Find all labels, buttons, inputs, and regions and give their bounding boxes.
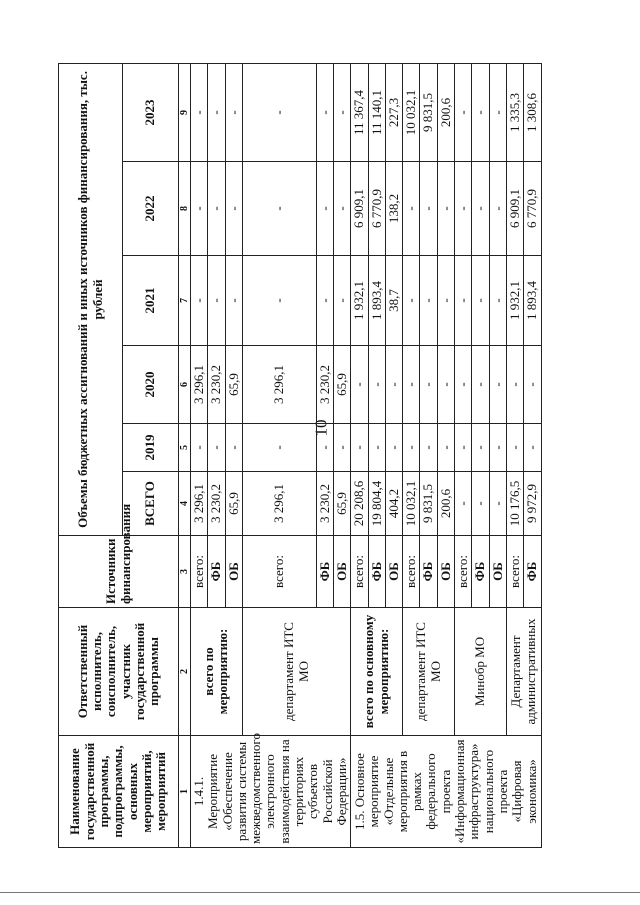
program-item-name: 1.5. Основное мероприятие «Отдельные мероприятия в рамках федерального проекта «Информационная инфраструктура» национального проекта «Цифровая экономика» bbox=[351, 736, 541, 848]
budget-value: - bbox=[455, 424, 472, 472]
budget-value: 3 296,1 bbox=[242, 346, 316, 424]
budget-value: - bbox=[437, 424, 454, 472]
executor-name: Минобр МО bbox=[455, 608, 507, 736]
header-row-1 bbox=[59, 63, 123, 847]
header-year: 2021 bbox=[123, 256, 179, 346]
header-year: 2019 bbox=[123, 424, 179, 472]
budget-value: - bbox=[403, 162, 420, 256]
budget-value: - bbox=[524, 346, 541, 424]
budget-value: - bbox=[455, 63, 472, 161]
budget-value: - bbox=[333, 162, 350, 256]
budget-value: 404,2 bbox=[385, 472, 402, 536]
budget-value: - bbox=[420, 346, 437, 424]
budget-value: 6 909,1 bbox=[351, 162, 368, 256]
funding-source: всего: bbox=[403, 536, 420, 608]
budget-value: 1 932,1 bbox=[506, 256, 523, 346]
budget-value: 65,9 bbox=[225, 472, 242, 536]
header-year: 2022 bbox=[123, 162, 179, 256]
budget-value: - bbox=[191, 63, 208, 161]
budget-value: 10 032,1 bbox=[403, 472, 420, 536]
budget-value: - bbox=[351, 424, 368, 472]
header-budget-title: Объемы бюджетных ассигнований и иных источников финансирования, тыс. рублей bbox=[59, 63, 123, 535]
funding-source: всего: bbox=[351, 536, 368, 608]
budget-value: 3 230,2 bbox=[208, 472, 225, 536]
budget-value: - bbox=[333, 63, 350, 161]
budget-value: - bbox=[368, 346, 385, 424]
budget-value: 10 176,5 bbox=[506, 472, 523, 536]
budget-value: - bbox=[403, 346, 420, 424]
funding-source: всего: bbox=[242, 536, 316, 608]
budget-value: - bbox=[225, 63, 242, 161]
funding-source: ОБ bbox=[225, 536, 242, 608]
budget-value: 200,6 bbox=[437, 63, 454, 161]
header-year-total: ВСЕГО bbox=[123, 472, 179, 536]
column-number: 1 bbox=[179, 736, 191, 848]
funding-source: ФБ bbox=[316, 536, 333, 608]
budget-value: - bbox=[489, 63, 506, 161]
budget-value: - bbox=[420, 162, 437, 256]
program-item-name: 1.4.1. Мероприятие «Обеспечение развития системы межведомственного электронного взаимодействия на территориях субъектов Российской Федерации» bbox=[191, 736, 351, 848]
budget-value: - bbox=[455, 162, 472, 256]
budget-value: 200,6 bbox=[437, 472, 454, 536]
budget-value: - bbox=[489, 162, 506, 256]
funding-source: всего: bbox=[506, 536, 523, 608]
budget-value: - bbox=[403, 256, 420, 346]
budget-value: - bbox=[191, 424, 208, 472]
budget-value: - bbox=[191, 162, 208, 256]
executor-name: департамент ИТС МО bbox=[242, 608, 350, 736]
budget-value: - bbox=[472, 256, 489, 346]
funding-source: ОБ bbox=[489, 536, 506, 608]
budget-value: - bbox=[242, 256, 316, 346]
budget-value: 65,9 bbox=[333, 346, 350, 424]
table-row bbox=[191, 63, 208, 847]
funding-source: ФБ bbox=[472, 536, 489, 608]
budget-value: 1 893,4 bbox=[368, 256, 385, 346]
budget-value: - bbox=[208, 424, 225, 472]
budget-value: - bbox=[316, 162, 333, 256]
budget-value: - bbox=[316, 63, 333, 161]
budget-value: - bbox=[524, 424, 541, 472]
budget-value: - bbox=[506, 424, 523, 472]
rotated-table-wrapper bbox=[58, 64, 540, 848]
budget-value: - bbox=[455, 472, 472, 536]
executor-name: всего по основному мероприятию: bbox=[351, 608, 403, 736]
header-column-numbers bbox=[179, 63, 191, 847]
budget-value: - bbox=[472, 162, 489, 256]
funding-source: ФБ bbox=[368, 536, 385, 608]
budget-value: 6 909,1 bbox=[506, 162, 523, 256]
budget-value: 9 831,5 bbox=[420, 63, 437, 161]
budget-value: - bbox=[455, 256, 472, 346]
budget-value: 3 296,1 bbox=[242, 472, 316, 536]
budget-value: 10 032,1 bbox=[403, 63, 420, 161]
budget-value: - bbox=[191, 256, 208, 346]
funding-source: всего: bbox=[455, 536, 472, 608]
budget-value: 1 308,6 bbox=[524, 63, 541, 161]
budget-value: - bbox=[225, 424, 242, 472]
budget-value: 3 230,2 bbox=[316, 346, 333, 424]
column-number: 9 bbox=[179, 63, 191, 161]
funding-source: ОБ bbox=[437, 536, 454, 608]
budget-value: - bbox=[208, 162, 225, 256]
executor-name: всего по мероприятию: bbox=[191, 608, 243, 736]
funding-source: ФБ bbox=[524, 536, 541, 608]
budget-value: - bbox=[472, 424, 489, 472]
budget-value: - bbox=[437, 162, 454, 256]
budget-value: 9 831,5 bbox=[420, 472, 437, 536]
budget-value: - bbox=[333, 424, 350, 472]
budget-value: - bbox=[437, 256, 454, 346]
budget-value: 9 972,9 bbox=[524, 472, 541, 536]
budget-value: - bbox=[403, 424, 420, 472]
budget-value: - bbox=[225, 256, 242, 346]
budget-value: - bbox=[208, 63, 225, 161]
funding-source: ОБ bbox=[385, 536, 402, 608]
budget-value: 11 140,1 bbox=[368, 63, 385, 161]
budget-value: - bbox=[316, 424, 333, 472]
budget-value: - bbox=[208, 256, 225, 346]
budget-value: - bbox=[316, 256, 333, 346]
budget-value: - bbox=[420, 424, 437, 472]
budget-value: - bbox=[472, 346, 489, 424]
budget-value: - bbox=[420, 256, 437, 346]
budget-value: - bbox=[506, 346, 523, 424]
column-number: 8 bbox=[179, 162, 191, 256]
budget-value: - bbox=[242, 162, 316, 256]
header-year: 2020 bbox=[123, 346, 179, 424]
budget-value: - bbox=[455, 346, 472, 424]
funding-source: ФБ bbox=[208, 536, 225, 608]
table-row bbox=[242, 63, 316, 847]
budget-value: - bbox=[333, 256, 350, 346]
budget-table bbox=[58, 63, 542, 848]
page-number: 10 bbox=[311, 419, 331, 437]
bottom-divider bbox=[0, 892, 640, 893]
funding-source: ФБ bbox=[420, 536, 437, 608]
table-row bbox=[506, 63, 523, 847]
budget-value: 3 230,2 bbox=[316, 472, 333, 536]
budget-value: - bbox=[368, 424, 385, 472]
column-number: 5 bbox=[179, 424, 191, 472]
column-number: 4 bbox=[179, 472, 191, 536]
budget-value: 20 208,6 bbox=[351, 472, 368, 536]
executor-name: Департамент административных bbox=[506, 608, 541, 736]
budget-value: - bbox=[489, 346, 506, 424]
column-number: 7 bbox=[179, 256, 191, 346]
funding-source: всего: bbox=[191, 536, 208, 608]
column-number: 3 bbox=[179, 536, 191, 608]
budget-value: - bbox=[385, 346, 402, 424]
budget-value: - bbox=[242, 63, 316, 161]
budget-value: 1 335,3 bbox=[506, 63, 523, 161]
budget-value: 65,9 bbox=[225, 346, 242, 424]
header-sources: Источники финансирования bbox=[59, 536, 179, 608]
table-row bbox=[403, 63, 420, 847]
budget-value: 1 893,4 bbox=[524, 256, 541, 346]
budget-value: - bbox=[385, 424, 402, 472]
funding-source: ОБ bbox=[333, 536, 350, 608]
table-body bbox=[191, 63, 542, 847]
budget-value: 3 230,2 bbox=[208, 346, 225, 424]
budget-value: - bbox=[472, 472, 489, 536]
header-year: 2023 bbox=[123, 63, 179, 161]
budget-value: 38,7 bbox=[385, 256, 402, 346]
budget-value: - bbox=[489, 472, 506, 536]
budget-value: 6 770,9 bbox=[368, 162, 385, 256]
budget-value: 65,9 bbox=[333, 472, 350, 536]
budget-value: 6 770,9 bbox=[524, 162, 541, 256]
table-row bbox=[351, 63, 368, 847]
budget-value: 19 804,4 bbox=[368, 472, 385, 536]
budget-value: - bbox=[437, 346, 454, 424]
budget-value: 3 296,1 bbox=[191, 472, 208, 536]
budget-value: 3 296,1 bbox=[191, 346, 208, 424]
budget-value: 1 932,1 bbox=[351, 256, 368, 346]
budget-value: 11 367,4 bbox=[351, 63, 368, 161]
table-row bbox=[455, 63, 472, 847]
budget-value: - bbox=[351, 346, 368, 424]
executor-name: департамент ИТС МО bbox=[403, 608, 455, 736]
header-executor: Ответственный исполнитель, соисполнитель, участник государственной программы bbox=[59, 608, 179, 736]
budget-value: - bbox=[225, 162, 242, 256]
budget-value: - bbox=[472, 63, 489, 161]
header-program-name: Наименование государственной программы, подпрограммы, основных мероприятий, мероприятий bbox=[59, 736, 179, 848]
column-number: 2 bbox=[179, 608, 191, 736]
budget-value: - bbox=[242, 424, 316, 472]
column-number: 6 bbox=[179, 346, 191, 424]
budget-value: 227,3 bbox=[385, 63, 402, 161]
budget-value: 138,2 bbox=[385, 162, 402, 256]
budget-value: - bbox=[489, 256, 506, 346]
budget-value: - bbox=[489, 424, 506, 472]
